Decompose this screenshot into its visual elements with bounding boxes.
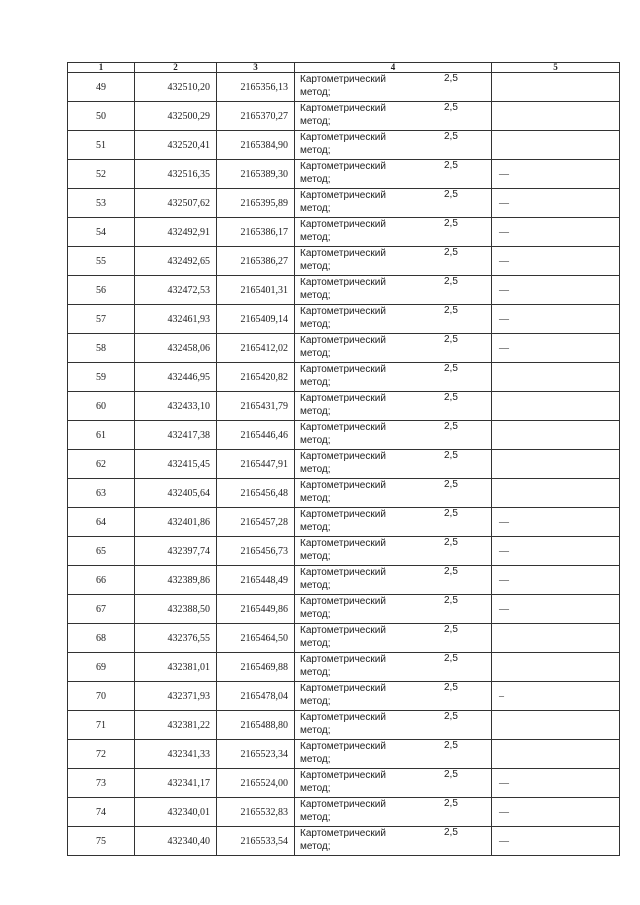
method-cell [295,769,492,798]
table-row [68,798,620,827]
accuracy-value: 2,5 [444,740,458,751]
coordinate-x: 432520,41 [135,131,217,160]
point-number: 64 [68,508,135,537]
note-cell: — [492,305,620,334]
method-suffix: метод; [300,174,331,185]
coordinate-y: 2165456,73 [217,537,295,566]
method-name: Картометрический [300,335,386,346]
point-number: 68 [68,624,135,653]
note-cell [492,131,620,160]
method-suffix: метод; [300,725,331,736]
method-suffix: метод; [300,290,331,301]
coordinate-x: 432507,62 [135,189,217,218]
method-name: Картометрический [300,190,386,201]
method-name: Картометрический [300,654,386,665]
accuracy-value: 2,5 [444,102,458,113]
table-row [68,682,620,711]
method-cell [295,595,492,624]
note-cell [492,479,620,508]
method-cell [295,218,492,247]
accuracy-value: 2,5 [444,421,458,432]
coordinate-y: 2165401,31 [217,276,295,305]
coordinate-x: 432405,64 [135,479,217,508]
coordinate-x: 432492,65 [135,247,217,276]
note-cell: — [492,218,620,247]
note-cell: – [492,682,620,711]
note-cell [492,711,620,740]
accuracy-value: 2,5 [444,218,458,229]
table-row [68,276,620,305]
point-number: 54 [68,218,135,247]
method-suffix: метод; [300,435,331,446]
method-name: Картометрический [300,306,386,317]
method-cell [295,624,492,653]
method-name: Картометрический [300,248,386,259]
accuracy-value: 2,5 [444,798,458,809]
accuracy-value: 2,5 [444,450,458,461]
method-name: Картометрический [300,799,386,810]
method-cell [295,827,492,856]
point-number: 67 [68,595,135,624]
method-cell [295,392,492,421]
point-number: 58 [68,334,135,363]
accuracy-value: 2,5 [444,131,458,142]
point-number: 57 [68,305,135,334]
method-name: Картометрический [300,538,386,549]
method-cell [295,450,492,479]
note-cell [492,450,620,479]
method-name: Картометрический [300,828,386,839]
coordinate-x: 432388,50 [135,595,217,624]
method-name: Картометрический [300,712,386,723]
coordinate-x: 432381,01 [135,653,217,682]
method-suffix: метод; [300,580,331,591]
method-suffix: метод; [300,232,331,243]
method-cell [295,363,492,392]
coordinate-x: 432340,40 [135,827,217,856]
table-row [68,392,620,421]
table-row [68,769,620,798]
table-row [68,479,620,508]
method-suffix: метод; [300,116,331,127]
point-number: 69 [68,653,135,682]
accuracy-value: 2,5 [444,827,458,838]
note-cell: — [492,334,620,363]
coordinate-y: 2165456,48 [217,479,295,508]
method-suffix: метод; [300,696,331,707]
method-suffix: метод; [300,203,331,214]
header-row [68,63,620,73]
table-row [68,73,620,102]
note-cell: — [492,798,620,827]
method-suffix: метод; [300,783,331,794]
method-cell [295,160,492,189]
method-name: Картометрический [300,393,386,404]
accuracy-value: 2,5 [444,392,458,403]
note-cell [492,102,620,131]
note-cell: — [492,508,620,537]
point-number: 71 [68,711,135,740]
method-cell [295,247,492,276]
method-cell [295,131,492,160]
method-suffix: метод; [300,406,331,417]
accuracy-value: 2,5 [444,247,458,258]
accuracy-value: 2,5 [444,189,458,200]
header-col-2: 2 [135,63,217,73]
coordinate-x: 432371,93 [135,682,217,711]
coordinate-y: 2165446,46 [217,421,295,450]
table-row [68,247,620,276]
table-row [68,595,620,624]
method-name: Картометрический [300,103,386,114]
method-name: Картометрический [300,422,386,433]
method-cell [295,653,492,682]
coordinate-y: 2165386,17 [217,218,295,247]
method-cell [295,421,492,450]
header-col-5: 5 [492,63,620,73]
method-suffix: метод; [300,551,331,562]
coordinate-y: 2165523,34 [217,740,295,769]
coordinate-y: 2165395,89 [217,189,295,218]
coordinate-y: 2165532,83 [217,798,295,827]
method-name: Картометрический [300,596,386,607]
table-row [68,102,620,131]
method-cell [295,682,492,711]
method-name: Картометрический [300,132,386,143]
coordinate-y: 2165370,27 [217,102,295,131]
method-name: Картометрический [300,364,386,375]
method-name: Картометрический [300,219,386,230]
note-cell: — [492,276,620,305]
table-row [68,131,620,160]
accuracy-value: 2,5 [444,73,458,84]
point-number: 52 [68,160,135,189]
method-cell [295,566,492,595]
table-row [68,508,620,537]
coordinate-y: 2165447,91 [217,450,295,479]
method-cell [295,334,492,363]
coordinate-y: 2165469,88 [217,653,295,682]
note-cell: — [492,769,620,798]
method-name: Картометрический [300,770,386,781]
coordinate-x: 432472,53 [135,276,217,305]
coordinate-y: 2165384,90 [217,131,295,160]
table-row [68,537,620,566]
coordinate-y: 2165449,86 [217,595,295,624]
method-suffix: метод; [300,377,331,388]
table-body [68,73,620,856]
accuracy-value: 2,5 [444,305,458,316]
header-col-1: 1 [68,63,135,73]
point-number: 60 [68,392,135,421]
header-col-3: 3 [217,63,295,73]
method-cell [295,73,492,102]
table-row [68,827,620,856]
table-row [68,624,620,653]
accuracy-value: 2,5 [444,566,458,577]
coordinate-x: 432417,38 [135,421,217,450]
point-number: 61 [68,421,135,450]
point-number: 66 [68,566,135,595]
point-number: 65 [68,537,135,566]
table-row [68,653,620,682]
note-cell [492,653,620,682]
method-suffix: метод; [300,667,331,678]
method-name: Картометрический [300,451,386,462]
accuracy-value: 2,5 [444,682,458,693]
accuracy-value: 2,5 [444,160,458,171]
coordinate-y: 2165488,80 [217,711,295,740]
point-number: 72 [68,740,135,769]
coordinate-y: 2165533,54 [217,827,295,856]
table-row [68,450,620,479]
accuracy-value: 2,5 [444,276,458,287]
coordinates-table [67,62,620,856]
method-cell [295,276,492,305]
coordinate-y: 2165412,02 [217,334,295,363]
method-suffix: метод; [300,348,331,359]
coordinate-x: 432510,20 [135,73,217,102]
note-cell [492,740,620,769]
table-row [68,218,620,247]
method-suffix: метод; [300,87,331,98]
method-name: Картометрический [300,683,386,694]
coordinate-x: 432500,29 [135,102,217,131]
table-row [68,711,620,740]
coordinate-x: 432446,95 [135,363,217,392]
coordinate-y: 2165448,49 [217,566,295,595]
table-row [68,334,620,363]
accuracy-value: 2,5 [444,595,458,606]
point-number: 51 [68,131,135,160]
method-name: Картометрический [300,741,386,752]
method-suffix: метод; [300,754,331,765]
table-row [68,305,620,334]
method-suffix: метод; [300,638,331,649]
method-suffix: метод; [300,464,331,475]
coordinate-y: 2165356,13 [217,73,295,102]
coordinate-x: 432341,17 [135,769,217,798]
table-row [68,363,620,392]
method-suffix: метод; [300,493,331,504]
table-row [68,189,620,218]
method-cell [295,798,492,827]
header-col-4: 4 [295,63,492,73]
coordinate-x: 432415,45 [135,450,217,479]
coordinate-x: 432381,22 [135,711,217,740]
coordinate-y: 2165457,28 [217,508,295,537]
method-cell [295,711,492,740]
coordinate-y: 2165478,04 [217,682,295,711]
coordinate-x: 432516,35 [135,160,217,189]
coordinate-x: 432433,10 [135,392,217,421]
method-name: Картометрический [300,74,386,85]
note-cell [492,421,620,450]
note-cell: — [492,595,620,624]
coordinate-y: 2165524,00 [217,769,295,798]
table-row [68,421,620,450]
accuracy-value: 2,5 [444,334,458,345]
table-row [68,160,620,189]
coordinate-x: 432389,86 [135,566,217,595]
note-cell [492,73,620,102]
coordinate-y: 2165464,50 [217,624,295,653]
note-cell: — [492,189,620,218]
coordinate-x: 432340,01 [135,798,217,827]
method-cell [295,305,492,334]
accuracy-value: 2,5 [444,653,458,664]
table-row [68,566,620,595]
point-number: 55 [68,247,135,276]
note-cell: — [492,247,620,276]
method-name: Картометрический [300,161,386,172]
method-cell [295,508,492,537]
method-suffix: метод; [300,145,331,156]
note-cell: — [492,537,620,566]
note-cell [492,363,620,392]
accuracy-value: 2,5 [444,508,458,519]
table-row [68,740,620,769]
coordinate-y: 2165409,14 [217,305,295,334]
point-number: 70 [68,682,135,711]
point-number: 73 [68,769,135,798]
coordinate-x: 432376,55 [135,624,217,653]
method-cell [295,102,492,131]
accuracy-value: 2,5 [444,479,458,490]
note-cell: — [492,160,620,189]
note-cell: — [492,566,620,595]
coordinate-y: 2165386,27 [217,247,295,276]
accuracy-value: 2,5 [444,711,458,722]
method-suffix: метод; [300,609,331,620]
method-suffix: метод; [300,522,331,533]
point-number: 49 [68,73,135,102]
point-number: 74 [68,798,135,827]
method-suffix: метод; [300,319,331,330]
point-number: 56 [68,276,135,305]
coordinate-y: 2165431,79 [217,392,295,421]
method-cell [295,740,492,769]
method-suffix: метод; [300,261,331,272]
point-number: 50 [68,102,135,131]
method-name: Картометрический [300,509,386,520]
point-number: 75 [68,827,135,856]
note-cell: — [492,827,620,856]
coordinate-x: 432341,33 [135,740,217,769]
method-name: Картометрический [300,277,386,288]
method-cell [295,189,492,218]
method-cell [295,479,492,508]
coordinate-x: 432461,93 [135,305,217,334]
coordinate-x: 432401,86 [135,508,217,537]
coordinate-y: 2165389,30 [217,160,295,189]
accuracy-value: 2,5 [444,537,458,548]
method-name: Картометрический [300,480,386,491]
accuracy-value: 2,5 [444,769,458,780]
note-cell [492,624,620,653]
coordinate-x: 432458,06 [135,334,217,363]
coordinate-x: 432492,91 [135,218,217,247]
point-number: 62 [68,450,135,479]
method-suffix: метод; [300,841,331,852]
method-suffix: метод; [300,812,331,823]
point-number: 59 [68,363,135,392]
method-cell [295,537,492,566]
note-cell [492,392,620,421]
method-name: Картометрический [300,567,386,578]
accuracy-value: 2,5 [444,624,458,635]
point-number: 53 [68,189,135,218]
point-number: 63 [68,479,135,508]
coordinate-y: 2165420,82 [217,363,295,392]
method-name: Картометрический [300,625,386,636]
accuracy-value: 2,5 [444,363,458,374]
coordinate-x: 432397,74 [135,537,217,566]
